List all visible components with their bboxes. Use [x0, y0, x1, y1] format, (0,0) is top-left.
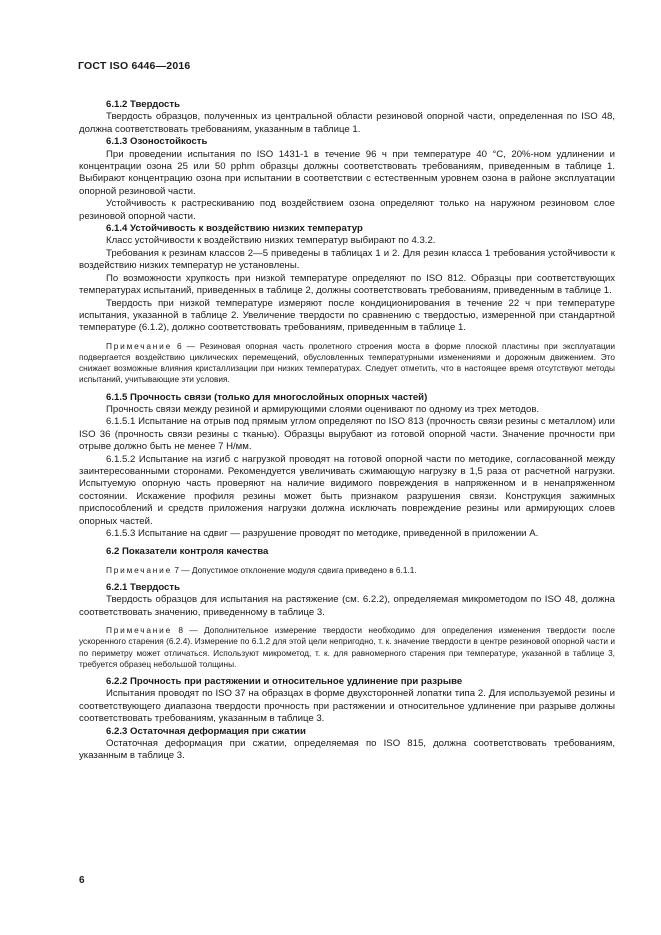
standard-header: ГОСТ ISO 6446—2016 — [78, 60, 191, 72]
section-6-1-4-paragraph-2: Требования к резинам классов 2—5 приведены в таблицах 1 и 2. Для резин класса 1 требования устойчивости к воздействию низких температур не установлены. — [79, 247, 615, 272]
section-6-1-4-paragraph-1: Класс устойчивости к воздействию низких температур выбирают по 4.3.2. — [106, 235, 436, 247]
note-7-label: Примечание — [106, 564, 173, 575]
section-6-1-3-paragraph-1: При проведении испытания по ISO 1431-1 в течение 96 ч при температуре 40 °С, 20%-ном удлинении и концентрации озона 25 или 50 pphm образцы должны соответствовать требованиям, приведенным в таблице 1. Выбирают концентрацию озона при испытании в соответствии с естественным уровнем озона в районе эксплуатации опорной резиновой части. — [79, 148, 615, 197]
section-6-2-3-paragraph: Остаточная деформация при сжатии, определяемая по ISO 815, должна соответствовать требованиям, указанным в таблице 3. — [79, 738, 615, 762]
section-6-1-5-1-paragraph: 6.1.5.1 Испытание на отрыв под прямым углом определяют по ISO 813 (прочность связи резины с металлом) или ISO 36 (прочность связи резины с тканью). Образцы вырубают из готовой опорной части. Значение прочности при отрыве должно быть не менее 7 Н/мм. — [79, 416, 615, 453]
note-6 — [79, 341, 615, 386]
section-6-1-3-heading: 6.1.3 Озоностойкость — [106, 136, 208, 148]
section-6-1-5-heading: 6.1.5 Прочность связи (только для многослойных опорных частей) — [106, 391, 428, 403]
note-8 — [79, 625, 615, 670]
note-6-label: Примечание — [106, 340, 173, 351]
section-6-2-heading: 6.2 Показатели контроля качества — [106, 546, 269, 558]
section-6-2-2-paragraph: Испытания проводят по ISO 37 на образцах в форме двухсторонней лопатки типа 2. Для используемой резины и соответствующего диапазона твердости прочность при растяжении и относительное удлинение при разрыве должны соответствовать требованиям, указанным в таблице 3. — [79, 688, 615, 725]
note-7 — [79, 565, 615, 576]
note-7-text: 7 — Допустимое отклонение модуля сдвига приведено в 6.1.1. — [172, 564, 417, 575]
section-6-2-3-heading: 6.2.3 Остаточная деформация при сжатии — [106, 725, 306, 737]
section-6-1-2-paragraph: Твердость образцов, полученных из центральной области резиновой опорной части, определенная по ISO 48, должна соответствовать требованиям, указанным в таблице 1. — [79, 111, 615, 135]
section-6-1-4-heading: 6.1.4 Устойчивость к воздействию низких температур — [106, 223, 363, 235]
section-6-1-4-paragraph-4: Твердость при низкой температуре измеряют после кондиционирования в течение 22 ч при температуре испытания, указанной в таблице 2. Увеличение твердости по сравнению с твердостью, измеренной при стандартной температуре (6.1.2), должно соответствовать требованиям, приведенным в таблице 1. — [79, 297, 615, 334]
section-6-1-3-paragraph-2: Устойчивость к растрескиванию под воздействием озона определяют только на наружном резиновом слое резиновой опорной части. — [79, 198, 615, 222]
note-6-text: 6 — Резиновая опорная часть пролетного строения моста в форме плоской пластины при эксплуатации подвергается воздействию циклических перемещений, обусловленных температурными изменениями и дорожным движением. Это снижает возможные влияния кристаллизации при низких температурах. Следует отметить, что в настоящее время отсутствуют методы испытаний, учитывающие эти условия. — [79, 340, 615, 385]
section-6-1-4-paragraph-3: По возможности хрупкость при низкой температуре определяют по ISO 812. Образцы при соответствующих температурах испытаний, приведенных в таблице 2, должны соответствовать требованиям, приведенным в таблице 1. — [79, 272, 615, 297]
section-6-2-1-paragraph: Твердость образцов для испытания на растяжение (см. 6.2.2), определяемая микрометодом по ISO 48, должна соответствовать значению, приведенному в таблице 3. — [79, 594, 615, 618]
section-6-1-5-paragraph-1: Прочность связи между резиной и армирующими слоями оценивают по одному из трех методов. — [106, 403, 540, 415]
document-body — [79, 93, 615, 763]
section-6-1-5-3-paragraph: 6.1.5.3 Испытание на сдвиг — разрушение проводят по методике, приведенной в приложении А. — [106, 528, 539, 539]
section-6-2-2-heading: 6.2.2 Прочность при растяжении и относительное удлинение при разрыве — [106, 676, 463, 688]
note-8-text: 8 — Дополнительное измерение твердости необходимо для определения изменения твердости после ускоренного старения (6.2.4). Измерение по 6.1.2 для этой цели непригодно, т. к. значение твердости в центре резиновой опорной части и по периметру может отличаться. Используют микрометод, т. к. для равномерного старения при температуре, указанной в таблице 3, требуется образец небольшой толщины. — [79, 625, 615, 669]
section-6-1-5-2-paragraph: 6.1.5.2 Испытание на изгиб с нагрузкой проводят на готовой опорной части по методике, согласованной между заинтересованными сторонами. Рекомендуется увеличивать сжимающую нагрузку в 1,5 раза от расчетной нагрузки. Испытуемую опорную часть проверяют на наличие видимого повреждения в напряженном и в ненапряженном состоянии. Искажение профиля резины может быть признаком разрушения связи. Конструкция зажимных приспособлений и средств приложения нагрузки должна исключать повреждение резины или армирующих слоев опорных частей. — [79, 453, 615, 527]
page-number: 6 — [79, 875, 85, 886]
section-6-1-2-heading: 6.1.2 Твердость — [106, 99, 180, 110]
note-8-label: Примечание — [106, 625, 173, 636]
section-6-2-1-heading: 6.2.1 Твердость — [106, 582, 180, 594]
